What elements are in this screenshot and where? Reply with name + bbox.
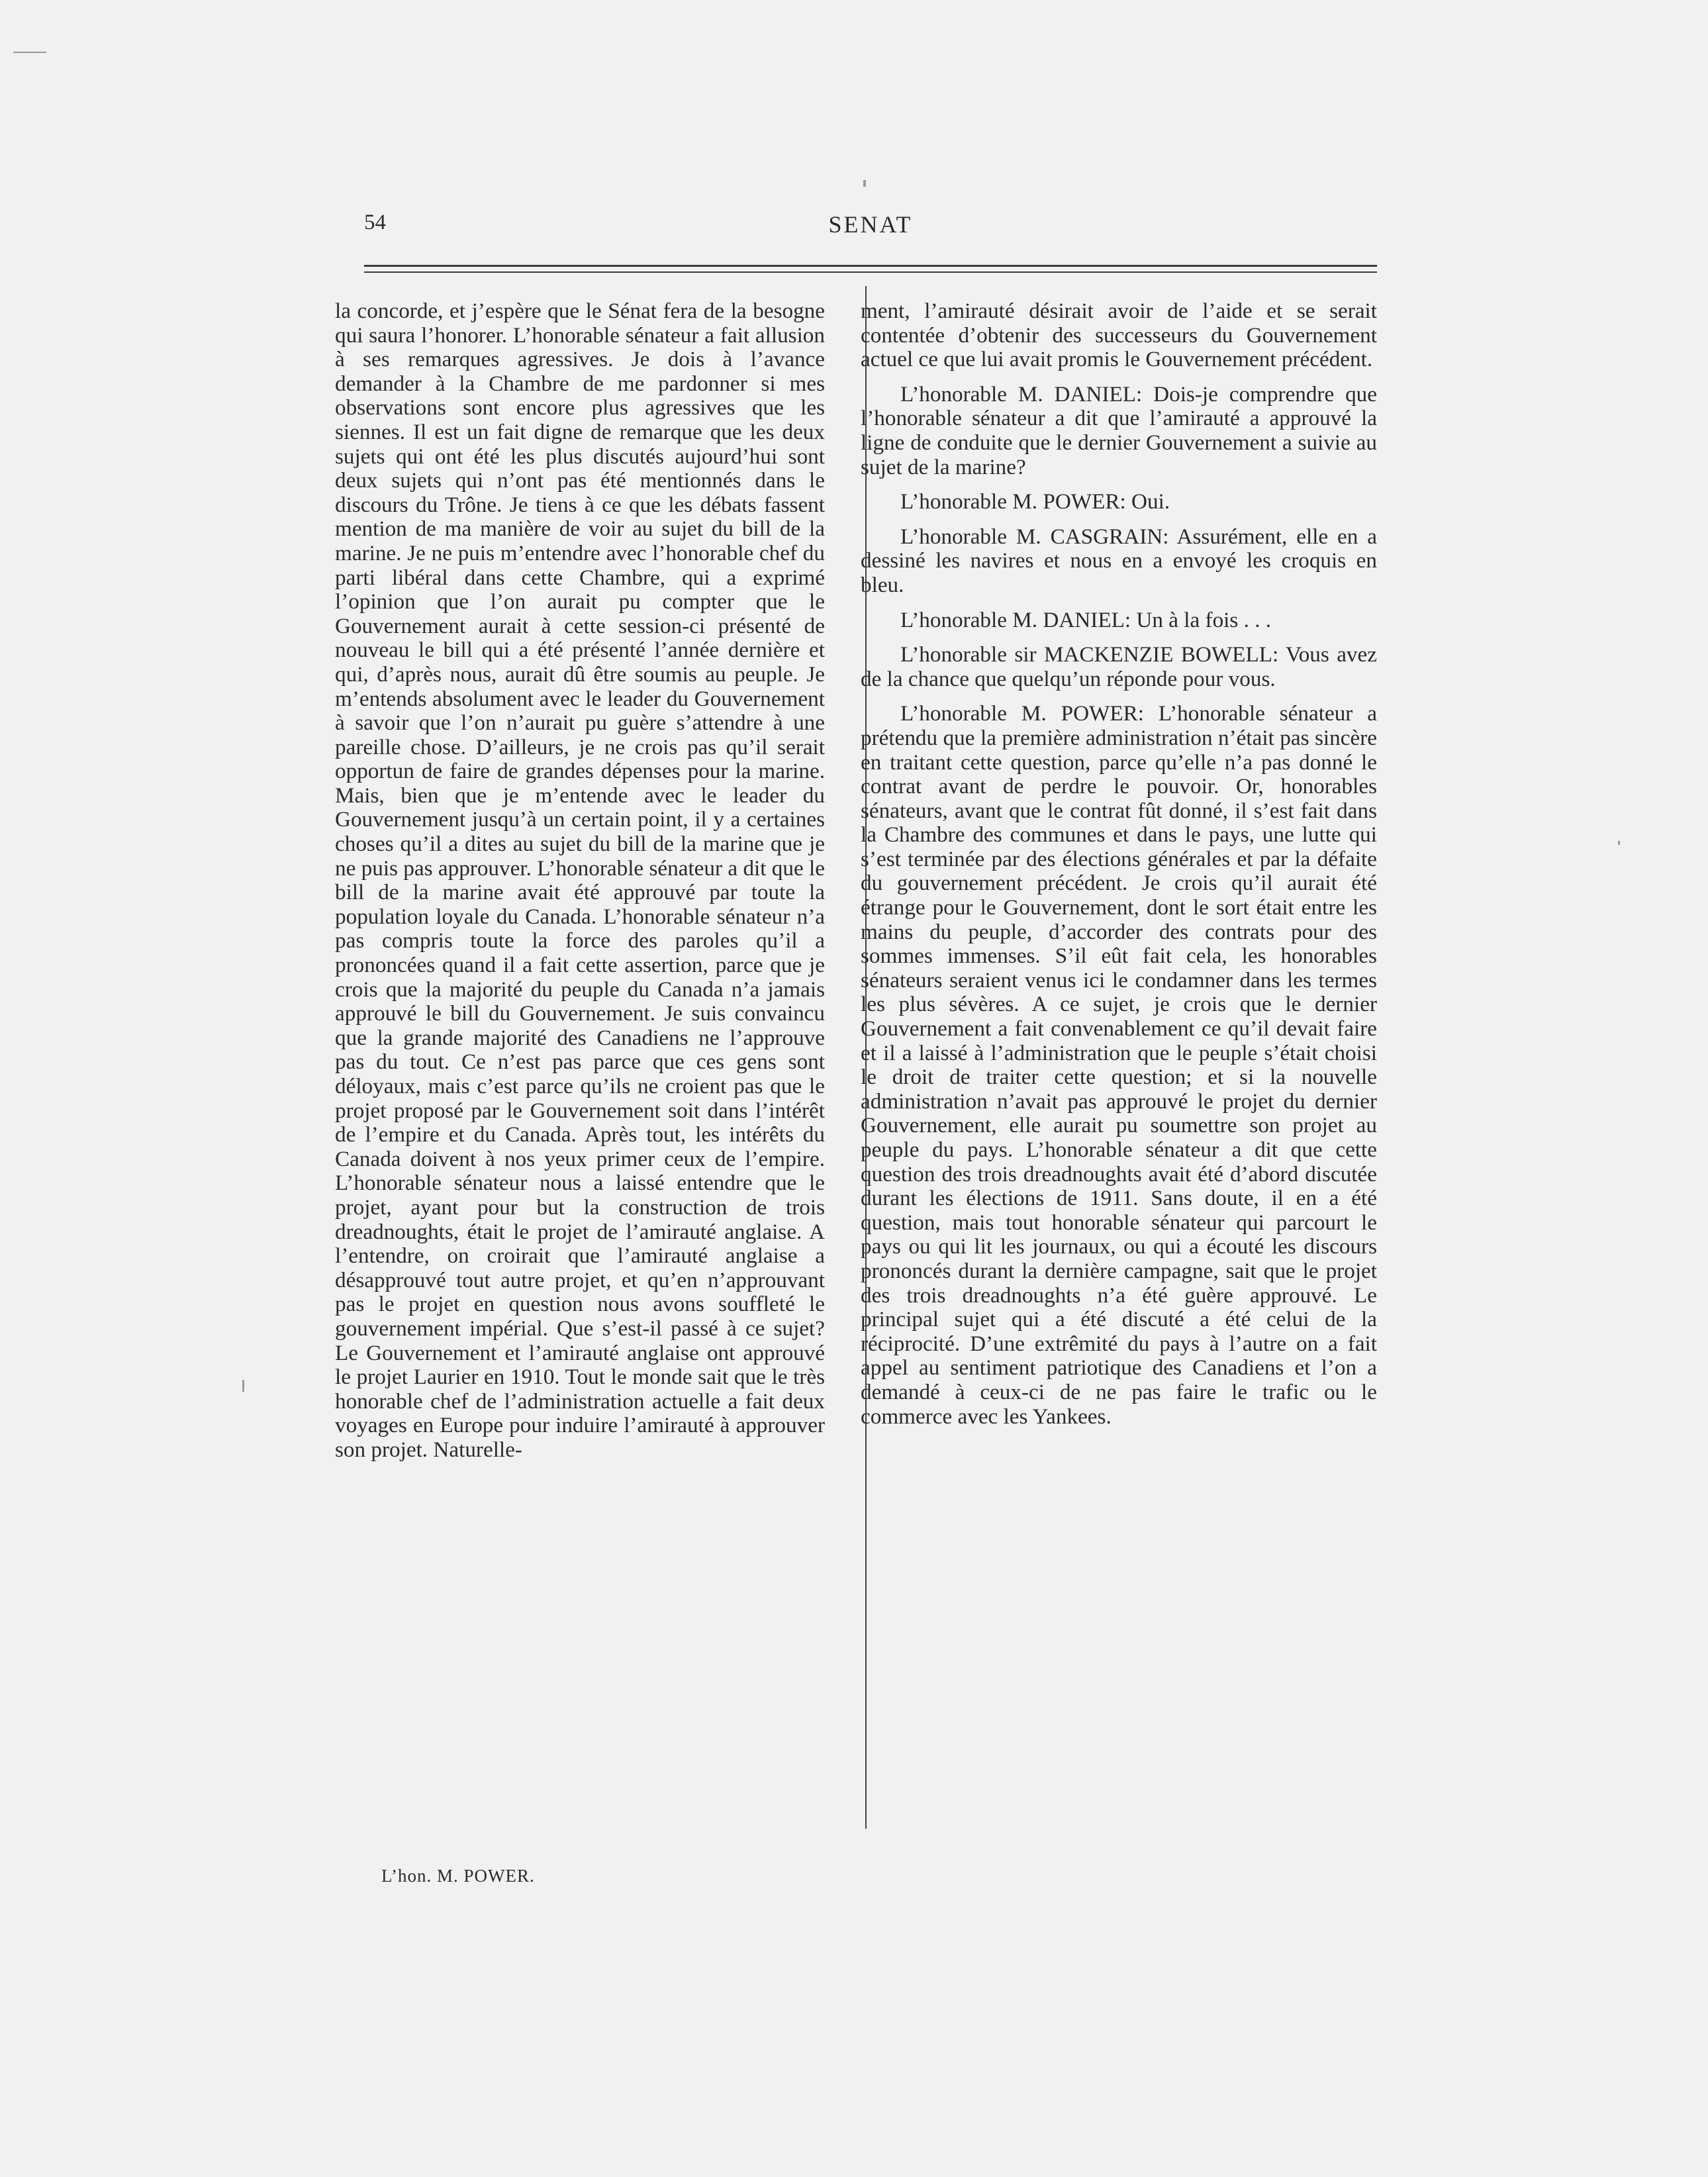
- paragraph-continuation: ment, l’amirauté désirait avoir de l’aide et se serait contentée d’obtenir des successeurs du Gouvernement actuel ce que lui avait promis le Gouvernement précédent.: [861, 299, 1377, 372]
- page-number: 54: [364, 211, 386, 234]
- paragraph-daniel-question: L’honorable M. DANIEL: Dois-je comprendre que l’honorable sénateur a dit que l’amirauté a approuvé la ligne de conduite que le dernier Gouvernement a suivie au sujet de la marine?: [861, 381, 1377, 479]
- paragraph-daniel-remark: L’honorable M. DANIEL: Un à la fois . . .: [900, 607, 1272, 632]
- scan-mark-right-margin: [1618, 841, 1620, 845]
- header-rule-top: [364, 265, 1377, 267]
- scan-mark-left-margin: [242, 1380, 244, 1392]
- scan-mark-top: [863, 180, 866, 187]
- right-column: [861, 299, 1377, 1439]
- running-head: SENAT: [828, 211, 913, 238]
- page-header: [364, 211, 1377, 250]
- paragraph-power-oui: L’honorable M. POWER: Oui.: [900, 489, 1170, 514]
- paragraph-bowell: L’honorable sir MACKENZIE BOWELL: Vous avez de la chance que quelqu’un réponde pour vous.: [861, 642, 1377, 691]
- scan-mark-top-left: [13, 52, 46, 53]
- left-column-text: la concorde, et j’espère que le Sénat fera de la besogne qui saura l’honorer. L’honorable sénateur a fait allusion à ses remarques agressives. Je dois à l’avance demander à la Chambre de me pardonner si mes observations sont encore plus agressives que les siennes. Il est un fait digne de remarque que les deux sujets qui ont été les plus discutés aujourd’hui sont deux sujets qui n’ont pas été mentionnés dans le discours du Trône. Je tiens à ce que les débats fassent mention de ma manière de voir au sujet du bill de la marine. Je ne puis m’entendre avec l’honorable chef du parti libéral dans cette Chambre, qui a exprimé l’opinion que l’on aurait pu compter que le Gouvernement aurait à cette session-ci présenté de nouveau le bill qui a été présenté l’année dernière et qui, d’après nous, aurait dû être soumis au peuple. Je m’entends absolument avec le leader du Gouvernement à savoir que l’on n’aurait pu guère s’attendre à une pareille chose. D’ailleurs, je ne crois pas qu’il serait opportun de faire de grandes dépenses pour la marine. Mais, bien que je m’entende avec le leader du Gouvernement jusqu’à un certain point, il y a certaines choses qu’il a dites au sujet du bill de la marine que je ne puis pas approuver. L’honorable sénateur a dit que le bill de la marine avait été approuvé par toute la population loyale du Canada. L’honorable sénateur n’a pas compris toute la force des paroles qu’il a prononcées quand il a fait cette assertion, parce que je crois que la majorité du peuple du Canada n’a jamais approuvé le bill du Gouvernement. Je suis convaincu que la grande majorité des Canadiens ne l’approuve pas du tout. Ce n’est pas parce que ces gens sont déloyaux, mais c’est parce qu’ils ne croient pas que le projet proposé par le Gouvernement soit dans l’intérêt de l’empire et du Canada. Après tout, les intérêts du Canada doivent à nos yeux primer ceux de l’empire. L’honorable sénateur nous a laissé entendre que le projet, ayant pour but la construction de trois dreadnoughts, était le projet de l’amirauté anglaise. A l’entendre, on croirait que l’amirauté anglaise a désapprouvé tout autre projet, et qu’en n’approuvant pas le projet en question nous avons souffleté le gouvernement impérial. Que s’est-il passé à ce sujet? Le Gouvernement et l’amirauté anglaise ont approuvé le projet Laurier en 1910. Tout le monde sait que le très honorable chef de l’administration actuelle a fait deux voyages en Europe pour induire l’amirauté à approuver son projet. Naturelle-: [335, 299, 825, 1462]
- paragraph-casgrain: L’honorable M. CASGRAIN: Assurément, elle en a dessiné les navires et nous en a envoyé les croquis en bleu.: [861, 524, 1377, 597]
- footer-signature: L’hon. M. POWER.: [381, 1866, 535, 1886]
- left-column: [335, 299, 825, 1463]
- paragraph-power-speech: L’honorable M. POWER: L’honorable sénateur a prétendu que la première administration n’était pas sincère en traitant cette question, parce qu’elle n’a pas donné le contrat avant de perdre le pouvoir. Or, honorables sénateurs, avant que le contrat fût donné, il s’est fait dans la Chambre des communes et dans le pays, une lutte qui s’est terminée par des élections générales et par la défaite du gouvernement précédent. Je crois qu’il aurait été étrange pour le Gouvernement, dont le sort était entre les mains du peuple, d’accorder des contrats pour des sommes immenses. S’il eût fait cela, les honorables sénateurs seraient venus ici le condamner dans les termes les plus sévères. A ce sujet, je crois que le dernier Gouvernement a fait convenablement ce qu’il devait faire et il a laissé à l’administration que le peuple s’était choisi le droit de traiter cette question; et si la nouvelle administration n’avait pas approuvé le projet du dernier Gouvernement, elle aurait pu soumettre son projet au peuple du pays. L’honorable sénateur a dit que cette question des trois dreadnoughts avait été d’abord discutée durant les élections de 1911. Sans doute, il en a été question, mais tout honorable sénateur qui parcourt le pays ou qui lit les journaux, ou qui a écouté les discours prononcés durant la dernière campagne, sait que le projet des trois dreadnoughts n’a été guère approuvé. Le principal sujet qui a été discuté a été celui de la réciprocité. D’une extrêmité du pays à l’autre on a fait appel au sentiment patriotique des Canadiens et l’on a demandé à ceux-ci de ne pas faire le trafic ou le commerce avec les Yankees.: [861, 701, 1377, 1429]
- header-rule-bottom: [364, 271, 1377, 273]
